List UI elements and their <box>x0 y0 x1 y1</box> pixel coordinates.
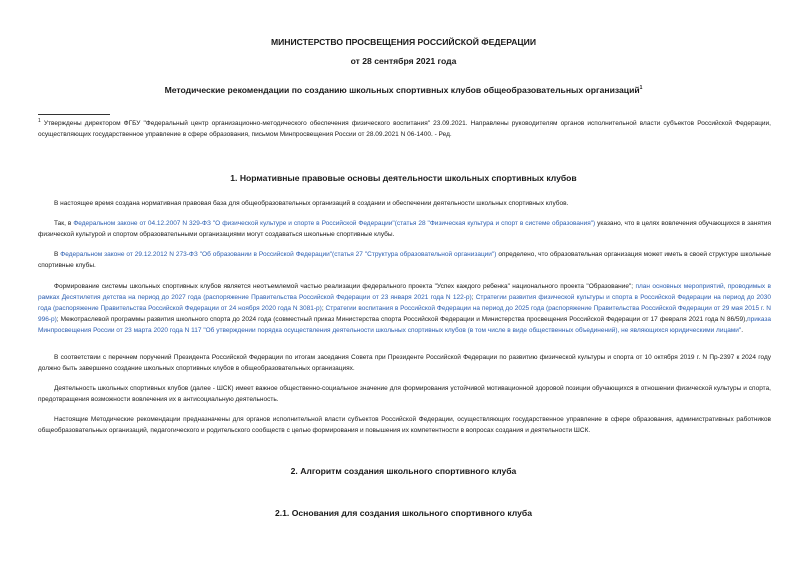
footnote-text: Утверждены директором ФГБУ "Федеральный центр организационно-методического обеспечения физического воспитания" 23.09.2021. Направлены руководителям органов исполнительной власти субъектов Российской Федерации, осуществляющих государственное управление в сфере образования, письмом Минпросвещения России от 28.09.2021 N 06-1400. - Ред. <box>38 120 771 139</box>
document-date: от 28 сентября 2021 года <box>350 56 457 66</box>
footnote-marker: 1 <box>38 118 41 124</box>
paragraph <box>38 218 771 240</box>
paragraph: Деятельность школьных спортивных клубов (далее - ШСК) имеет важное общественно-социальное значение для формирования устойчивой мотивационной здоровой позиции обучающихся в отношении физической культуры и спорта, предотвращения возможности вовлечения их в антисоциальную деятельность. <box>38 385 771 403</box>
paragraph-text: . <box>741 327 744 334</box>
document-title <box>0 85 807 95</box>
paragraph: Настоящие Методические рекомендации предназначены для органов исполнительной власти субъектов Российской Федерации, осуществляющих государственное управление в сфере образования, административных работников общеобразовательных организаций, педагогического и родительского сообществ с целью формирования и повышения их компетентности в вопросах создания и деятельности ШСК. <box>38 416 771 434</box>
paragraph: В настоящее время создана нормативная правовая база для общеобразовательных организаций в создании и обеспечении деятельности школьных спортивных клубов. <box>54 200 569 207</box>
sport-strategy-link[interactable]: Стратегии развития физической культуры и спорта в Российской Федерации на период до 2030 года (распоряжение Правительства Российской Федерации от 24 ноября 2020 года N 3081-р) <box>38 294 771 312</box>
section-2-1-heading: 2.1. Основания для создания школьного спортивного клуба <box>274 508 533 518</box>
paragraph-text: указано, что в целях вовлечения обучающихся в занятия физической культурой и спортом образовательными организациями могут создаваться школьные спортивные клубы. <box>38 220 772 238</box>
paragraph <box>38 249 771 271</box>
paragraph-text: определено, что образовательная организация может иметь в своей структуре школьные спортивные клубы. <box>38 251 771 269</box>
footnote-divider <box>38 114 110 115</box>
footnote-ref[interactable]: 1 <box>639 85 643 92</box>
paragraph: В соответствии с перечнем поручений Президента Российской Федерации по итогам заседания Совета при Президенте Российской Федерации по развитию физической культуры и спорта от 10 октября 2019 г. N Пр-2397 к 2024 году должно быть завершено создание школьных спортивных клубов в общеобразовательных организациях. <box>38 354 771 372</box>
paragraph-text: ; <box>321 305 326 312</box>
paragraph-text: Формирование системы школьных спортивных клубов является неотъемлемой частью реализации федерального проекта "Успех каждого ребенка" национального проекта "Образование"; <box>54 283 636 290</box>
section-1-heading: 1. Нормативные правовые основы деятельности школьных спортивных клубов <box>230 173 577 183</box>
document-title-text: Методические рекомендации по созданию школьных спортивных клубов общеобразовательных организаций <box>164 85 640 95</box>
paragraph <box>38 281 771 336</box>
section-2-heading: 2. Алгоритм создания школьного спортивного клуба <box>290 466 517 476</box>
childhood-decade-plan-link[interactable]: план основных мероприятий, проводимых в рамках Десятилетия детства на период до 2027 года (распоряжение Правительства Российской Федерации от 23 января 2021 года N 122-р) <box>38 283 771 301</box>
paragraph-text: В <box>54 251 61 258</box>
paragraph-text: ; Межотраслевой программы развития школьного спорта до 2024 года (совместный приказ Министерства спорта Российской Федерации и Министерства просвещения Российской Федерации от 17 февраля 2021 года N 86/59), <box>56 316 748 323</box>
footnote <box>38 116 771 140</box>
law-329-link[interactable]: Федеральном законе от 04.12.2007 N 329-ФЗ "О физической культуре и спорте в Российской Федерации"(статья 28 "Физическая культура и спорт в системе образования") <box>73 220 596 227</box>
order-117-link[interactable]: приказа Минпросвещения России от 23 марта 2020 года N 117 "Об утверждении порядка осуществления деятельности школьных спортивных клубов (в том числе в виде общественных объединений), не являющихся юридическими лицами" <box>38 316 771 334</box>
paragraph-text: Так, в <box>54 220 74 227</box>
ministry-heading: МИНИСТЕРСТВО ПРОСВЕЩЕНИЯ РОССИЙСКОЙ ФЕДЕРАЦИИ <box>270 37 537 47</box>
law-273-link[interactable]: Федеральном законе от 29.12.2012 N 273-ФЗ "Об образовании в Российской Федерации"(статья 27 "Структура образовательной организации") <box>60 251 497 258</box>
paragraph-text: ; <box>471 294 476 301</box>
upbringing-strategy-link[interactable]: Стратегии воспитания в Российской Федерации на период до 2025 года (распоряжение Правительства Российской Федерации от 29 мая 2015 г. N 996-р) <box>38 305 771 323</box>
